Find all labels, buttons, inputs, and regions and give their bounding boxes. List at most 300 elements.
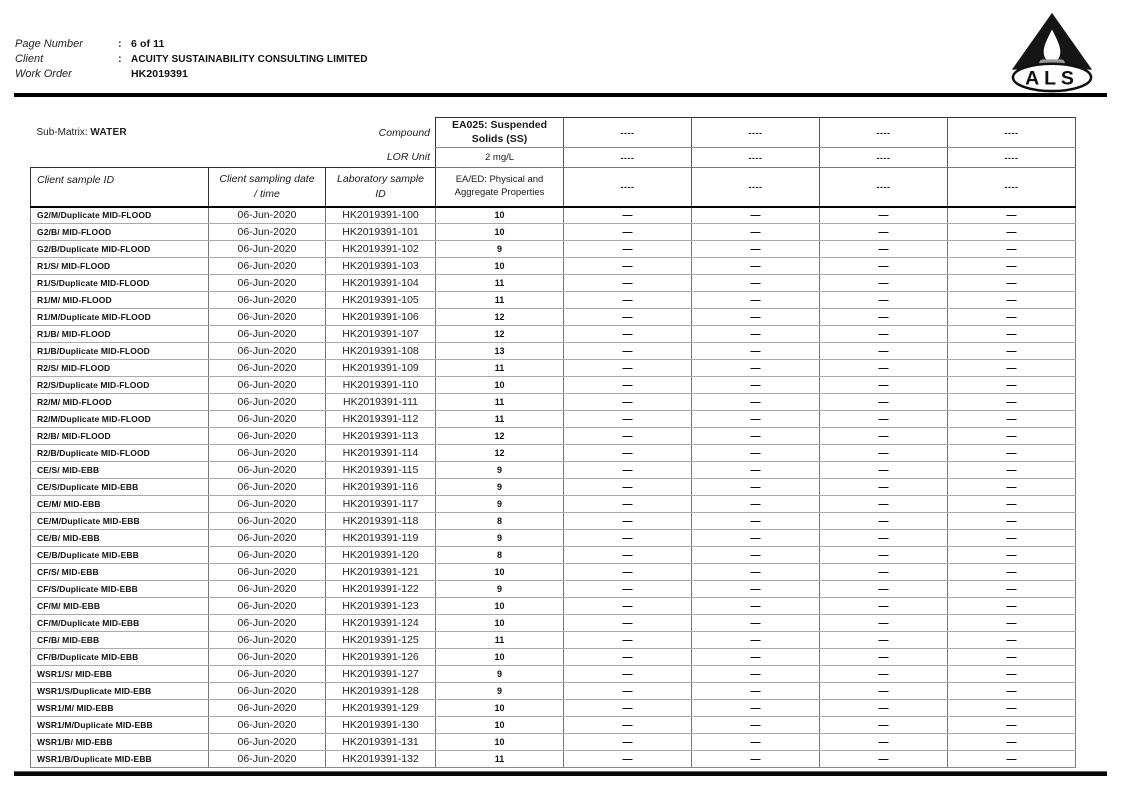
ss-value-cell: 8 <box>436 513 564 530</box>
als-logo <box>998 10 1106 94</box>
client-sample-id-cell: CE/S/Duplicate MID-EBB <box>31 479 209 496</box>
analyte-compound-dash: ---- <box>692 118 820 148</box>
empty-value-cell: — <box>948 394 1076 411</box>
sampling-date-cell: 06-Jun-2020 <box>209 564 326 581</box>
empty-value-cell: — <box>692 275 820 292</box>
empty-value-cell: — <box>820 751 948 768</box>
empty-value-cell: — <box>692 462 820 479</box>
sampling-date-cell: 06-Jun-2020 <box>209 717 326 734</box>
empty-value-cell: — <box>948 343 1076 360</box>
empty-value-cell: — <box>820 734 948 751</box>
client-sample-id-cell: R2/S/Duplicate MID-FLOOD <box>31 377 209 394</box>
empty-value-cell: — <box>948 292 1076 309</box>
lab-sample-id-cell: HK2019391-111 <box>326 394 436 411</box>
lor-unit-row <box>31 148 1076 168</box>
empty-value-cell: — <box>564 479 692 496</box>
table-row <box>31 241 1076 258</box>
client-sample-id-cell: G2/M/Duplicate MID-FLOOD <box>31 207 209 224</box>
empty-value-cell: — <box>820 377 948 394</box>
lab-sample-id-cell: HK2019391-124 <box>326 615 436 632</box>
empty-value-cell: — <box>820 581 948 598</box>
client-sample-id-cell: R2/B/ MID-FLOOD <box>31 428 209 445</box>
empty-value-cell: — <box>948 411 1076 428</box>
footer-rule <box>14 771 1107 776</box>
empty-value-cell: — <box>948 377 1076 394</box>
submatrix-compound-cell <box>31 118 436 148</box>
sampling-date-cell: 06-Jun-2020 <box>209 377 326 394</box>
ss-value-cell: 11 <box>436 292 564 309</box>
lab-sample-id-cell: HK2019391-102 <box>326 241 436 258</box>
analyte-method-dash: ---- <box>948 168 1076 207</box>
client-sample-id-cell: CE/B/ MID-EBB <box>31 530 209 547</box>
sampling-date-cell: 06-Jun-2020 <box>209 530 326 547</box>
empty-value-cell: — <box>564 700 692 717</box>
analyte-lor-unit: 2 mg/L <box>436 148 564 168</box>
empty-value-cell: — <box>564 360 692 377</box>
ss-value-cell: 10 <box>436 734 564 751</box>
lab-sample-id-cell: HK2019391-121 <box>326 564 436 581</box>
sampling-date-cell: 06-Jun-2020 <box>209 581 326 598</box>
analyte-method-dash: ---- <box>564 168 692 207</box>
table-row <box>31 615 1076 632</box>
ss-value-cell: 9 <box>436 683 564 700</box>
sampling-date-cell: 06-Jun-2020 <box>209 275 326 292</box>
lab-sample-id-cell: HK2019391-105 <box>326 292 436 309</box>
empty-value-cell: — <box>564 751 692 768</box>
empty-value-cell: — <box>820 700 948 717</box>
empty-value-cell: — <box>820 530 948 547</box>
empty-value-cell: — <box>948 513 1076 530</box>
empty-value-cell: — <box>948 224 1076 241</box>
client-sample-id-title: Client sample ID <box>31 168 209 207</box>
empty-value-cell: — <box>564 547 692 564</box>
client-value: ACUITY SUSTAINABILITY CONSULTING LIMITED <box>131 54 368 65</box>
empty-value-cell: — <box>692 615 820 632</box>
empty-value-cell: — <box>692 360 820 377</box>
empty-value-cell: — <box>948 581 1076 598</box>
lab-sample-id-cell: HK2019391-119 <box>326 530 436 547</box>
results-table-wrap <box>30 117 1075 768</box>
empty-value-cell: — <box>820 241 948 258</box>
lor-unit-label-cell <box>31 148 436 168</box>
ss-value-cell: 9 <box>436 462 564 479</box>
client-sample-id-cell: CF/B/Duplicate MID-EBB <box>31 649 209 666</box>
lab-sample-id-cell: HK2019391-103 <box>326 258 436 275</box>
empty-value-cell: — <box>820 666 948 683</box>
client-sample-id-cell: R1/M/Duplicate MID-FLOOD <box>31 309 209 326</box>
empty-value-cell: — <box>692 751 820 768</box>
table-row <box>31 428 1076 445</box>
lab-sample-id-cell: HK2019391-110 <box>326 377 436 394</box>
empty-value-cell: — <box>692 258 820 275</box>
lab-sample-id-cell: HK2019391-112 <box>326 411 436 428</box>
empty-value-cell: — <box>820 292 948 309</box>
empty-value-cell: — <box>948 207 1076 224</box>
analyte-method-dash: ---- <box>692 168 820 207</box>
client-sample-id-cell: R2/B/Duplicate MID-FLOOD <box>31 445 209 462</box>
empty-value-cell: — <box>820 479 948 496</box>
empty-value-cell: — <box>820 224 948 241</box>
ss-value-cell: 12 <box>436 326 564 343</box>
analyte-compound-dash: ---- <box>820 118 948 148</box>
lab-sample-id-cell: HK2019391-115 <box>326 462 436 479</box>
client-sample-id-cell: R2/S/ MID-FLOOD <box>31 360 209 377</box>
analyte-lor-dash: ---- <box>692 148 820 168</box>
empty-value-cell: — <box>692 377 820 394</box>
empty-value-cell: — <box>820 717 948 734</box>
lab-sample-id-cell: HK2019391-131 <box>326 734 436 751</box>
empty-value-cell: — <box>948 649 1076 666</box>
sampling-date-cell: 06-Jun-2020 <box>209 224 326 241</box>
client-sample-id-cell: CF/S/ MID-EBB <box>31 564 209 581</box>
ss-value-cell: 10 <box>436 224 564 241</box>
empty-value-cell: — <box>692 649 820 666</box>
table-row <box>31 462 1076 479</box>
empty-value-cell: — <box>564 377 692 394</box>
empty-value-cell: — <box>564 717 692 734</box>
client-sample-id-cell: R2/M/ MID-FLOOD <box>31 394 209 411</box>
client-sample-id-cell: WSR1/M/ MID-EBB <box>31 700 209 717</box>
empty-value-cell: — <box>948 428 1076 445</box>
table-row <box>31 292 1076 309</box>
ss-value-cell: 11 <box>436 632 564 649</box>
sampling-date-cell: 06-Jun-2020 <box>209 326 326 343</box>
empty-value-cell: — <box>692 496 820 513</box>
sub-matrix <box>37 127 127 138</box>
table-row <box>31 751 1076 768</box>
empty-value-cell: — <box>564 564 692 581</box>
empty-value-cell: — <box>948 632 1076 649</box>
empty-value-cell: — <box>692 394 820 411</box>
sampling-date-cell: 06-Jun-2020 <box>209 598 326 615</box>
empty-value-cell: — <box>692 411 820 428</box>
work-order-value: HK2019391 <box>131 68 188 80</box>
table-row <box>31 649 1076 666</box>
lab-sample-id-cell: HK2019391-123 <box>326 598 436 615</box>
table-row <box>31 581 1076 598</box>
empty-value-cell: — <box>692 445 820 462</box>
work-order-row <box>15 68 715 80</box>
sampling-date-cell: 06-Jun-2020 <box>209 428 326 445</box>
empty-value-cell: — <box>564 258 692 275</box>
sampling-date-cell: 06-Jun-2020 <box>209 632 326 649</box>
table-row <box>31 530 1076 547</box>
empty-value-cell: — <box>692 666 820 683</box>
empty-value-cell: — <box>692 207 820 224</box>
table-row <box>31 207 1076 224</box>
ss-value-cell: 10 <box>436 717 564 734</box>
empty-value-cell: — <box>948 598 1076 615</box>
results-body <box>31 207 1076 768</box>
sampling-date-cell: 06-Jun-2020 <box>209 479 326 496</box>
empty-value-cell: — <box>692 513 820 530</box>
ss-value-cell: 10 <box>436 258 564 275</box>
table-row <box>31 309 1076 326</box>
empty-value-cell: — <box>692 564 820 581</box>
empty-value-cell: — <box>948 326 1076 343</box>
client-sample-id-cell: CF/M/Duplicate MID-EBB <box>31 615 209 632</box>
empty-value-cell: — <box>948 360 1076 377</box>
table-row <box>31 224 1076 241</box>
empty-value-cell: — <box>692 343 820 360</box>
ss-value-cell: 9 <box>436 479 564 496</box>
empty-value-cell: — <box>692 734 820 751</box>
table-row <box>31 360 1076 377</box>
empty-value-cell: — <box>948 615 1076 632</box>
lab-sample-id-cell: HK2019391-104 <box>326 275 436 292</box>
ss-value-cell: 9 <box>436 241 564 258</box>
table-row <box>31 377 1076 394</box>
empty-value-cell: — <box>564 394 692 411</box>
sampling-date-cell: 06-Jun-2020 <box>209 615 326 632</box>
lab-sample-id-cell: HK2019391-132 <box>326 751 436 768</box>
sub-matrix-value: WATER <box>90 127 127 138</box>
empty-value-cell: — <box>564 496 692 513</box>
client-sample-id-cell: CE/S/ MID-EBB <box>31 462 209 479</box>
lab-sample-id-cell: HK2019391-125 <box>326 632 436 649</box>
results-table <box>30 117 1076 768</box>
analyte-lor-dash: ---- <box>820 148 948 168</box>
table-row <box>31 445 1076 462</box>
sampling-date-line2: / time <box>254 187 280 200</box>
lab-sample-id-cell: HK2019391-101 <box>326 224 436 241</box>
sampling-date-cell: 06-Jun-2020 <box>209 309 326 326</box>
empty-value-cell: — <box>564 649 692 666</box>
analyte-lor-dash: ---- <box>948 148 1076 168</box>
ss-value-cell: 13 <box>436 343 564 360</box>
empty-value-cell: — <box>820 564 948 581</box>
sampling-date-cell: 06-Jun-2020 <box>209 241 326 258</box>
empty-value-cell: — <box>948 530 1076 547</box>
empty-value-cell: — <box>820 343 948 360</box>
lab-sample-id-cell: HK2019391-126 <box>326 649 436 666</box>
lab-sample-id-cell: HK2019391-130 <box>326 717 436 734</box>
lab-sample-id-title <box>326 168 436 207</box>
empty-value-cell: — <box>692 581 820 598</box>
lab-sample-id-cell: HK2019391-118 <box>326 513 436 530</box>
empty-value-cell: — <box>820 683 948 700</box>
empty-value-cell: — <box>564 428 692 445</box>
empty-value-cell: — <box>948 275 1076 292</box>
ss-value-cell: 12 <box>436 445 564 462</box>
empty-value-cell: — <box>820 207 948 224</box>
sampling-date-line1: Client sampling date <box>219 172 315 185</box>
client-sample-id-cell: R1/B/ MID-FLOOD <box>31 326 209 343</box>
ss-value-cell: 11 <box>436 360 564 377</box>
ss-value-cell: 10 <box>436 700 564 717</box>
empty-value-cell: — <box>564 241 692 258</box>
table-row <box>31 513 1076 530</box>
empty-value-cell: — <box>564 581 692 598</box>
client-sample-id-cell: CE/M/Duplicate MID-EBB <box>31 513 209 530</box>
client-sample-id-cell: R2/M/Duplicate MID-FLOOD <box>31 411 209 428</box>
sampling-date-cell: 06-Jun-2020 <box>209 207 326 224</box>
empty-value-cell: — <box>948 241 1076 258</box>
empty-value-cell: — <box>948 666 1076 683</box>
client-sample-id-cell: CF/M/ MID-EBB <box>31 598 209 615</box>
ss-value-cell: 9 <box>436 530 564 547</box>
sampling-date-cell: 06-Jun-2020 <box>209 513 326 530</box>
header-rule <box>14 93 1107 97</box>
sampling-date-cell: 06-Jun-2020 <box>209 462 326 479</box>
ss-value-cell: 9 <box>436 581 564 598</box>
client-sample-id-cell: WSR1/B/Duplicate MID-EBB <box>31 751 209 768</box>
lab-sample-line1: Laboratory sample <box>337 172 424 185</box>
client-sample-id-cell: R1/B/Duplicate MID-FLOOD <box>31 343 209 360</box>
sampling-date-cell: 06-Jun-2020 <box>209 649 326 666</box>
compound-label: Compound <box>378 126 431 139</box>
empty-value-cell: — <box>692 530 820 547</box>
client-sample-id-cell: WSR1/B/ MID-EBB <box>31 734 209 751</box>
sampling-date-cell: 06-Jun-2020 <box>209 700 326 717</box>
table-row <box>31 717 1076 734</box>
client-sample-id-cell: G2/B/ MID-FLOOD <box>31 224 209 241</box>
empty-value-cell: — <box>692 700 820 717</box>
empty-value-cell: — <box>820 615 948 632</box>
sampling-date-cell: 06-Jun-2020 <box>209 666 326 683</box>
empty-value-cell: — <box>692 479 820 496</box>
empty-value-cell: — <box>564 326 692 343</box>
empty-value-cell: — <box>692 224 820 241</box>
empty-value-cell: — <box>820 360 948 377</box>
client-sample-id-cell: WSR1/M/Duplicate MID-EBB <box>31 717 209 734</box>
lab-sample-id-cell: HK2019391-117 <box>326 496 436 513</box>
empty-value-cell: — <box>820 496 948 513</box>
analyte-compound: EA025: Suspended Solids (SS) <box>436 118 564 148</box>
empty-value-cell: — <box>564 309 692 326</box>
table-row <box>31 564 1076 581</box>
empty-value-cell: — <box>948 734 1076 751</box>
empty-value-cell: — <box>820 275 948 292</box>
empty-value-cell: — <box>564 292 692 309</box>
sampling-date-cell: 06-Jun-2020 <box>209 343 326 360</box>
table-row <box>31 343 1076 360</box>
sub-matrix-label: Sub-Matrix: <box>36 127 88 138</box>
lab-sample-id-cell: HK2019391-107 <box>326 326 436 343</box>
ss-value-cell: 10 <box>436 207 564 224</box>
client-sample-id-cell: CF/S/Duplicate MID-EBB <box>31 581 209 598</box>
ss-value-cell: 10 <box>436 377 564 394</box>
empty-value-cell: — <box>948 479 1076 496</box>
analyte-method: EA/ED: Physical and Aggregate Properties <box>436 168 564 207</box>
empty-value-cell: — <box>820 411 948 428</box>
client-sample-id-cell: WSR1/S/ MID-EBB <box>31 666 209 683</box>
sampling-date-cell: 06-Jun-2020 <box>209 292 326 309</box>
empty-value-cell: — <box>948 564 1076 581</box>
sampling-date-title <box>209 168 326 207</box>
table-row <box>31 700 1076 717</box>
sampling-date-cell: 06-Jun-2020 <box>209 360 326 377</box>
table-row <box>31 666 1076 683</box>
empty-value-cell: — <box>692 632 820 649</box>
lab-sample-id-cell: HK2019391-100 <box>326 207 436 224</box>
empty-value-cell: — <box>948 717 1076 734</box>
empty-value-cell: — <box>820 445 948 462</box>
table-row <box>31 326 1076 343</box>
empty-value-cell: — <box>820 394 948 411</box>
ss-value-cell: 8 <box>436 547 564 564</box>
lab-sample-line2: ID <box>375 187 386 200</box>
sampling-date-cell: 06-Jun-2020 <box>209 751 326 768</box>
empty-value-cell: — <box>948 445 1076 462</box>
page-number-row <box>15 38 715 50</box>
table-row <box>31 496 1076 513</box>
analyte-compound-dash: ---- <box>948 118 1076 148</box>
empty-value-cell: — <box>564 224 692 241</box>
ss-value-cell: 10 <box>436 649 564 666</box>
client-sample-id-cell: CF/B/ MID-EBB <box>31 632 209 649</box>
lab-sample-id-cell: HK2019391-127 <box>326 666 436 683</box>
client-row <box>15 53 715 65</box>
client-sample-id-cell: G2/B/Duplicate MID-FLOOD <box>31 241 209 258</box>
lor-unit-label: LOR Unit <box>386 151 431 164</box>
sampling-date-cell: 06-Jun-2020 <box>209 496 326 513</box>
lab-sample-id-cell: HK2019391-106 <box>326 309 436 326</box>
table-row <box>31 479 1076 496</box>
ss-value-cell: 11 <box>436 275 564 292</box>
empty-value-cell: — <box>564 734 692 751</box>
lab-sample-id-cell: HK2019391-114 <box>326 445 436 462</box>
empty-value-cell: — <box>820 632 948 649</box>
lab-sample-id-cell: HK2019391-113 <box>326 428 436 445</box>
client-sample-id-cell: R1/S/ MID-FLOOD <box>31 258 209 275</box>
empty-value-cell: — <box>564 462 692 479</box>
lab-sample-id-cell: HK2019391-108 <box>326 343 436 360</box>
empty-value-cell: — <box>564 513 692 530</box>
client-sample-id-cell: CE/M/ MID-EBB <box>31 496 209 513</box>
empty-value-cell: — <box>948 462 1076 479</box>
empty-value-cell: — <box>948 309 1076 326</box>
table-row <box>31 258 1076 275</box>
empty-value-cell: — <box>820 598 948 615</box>
client-label: Client <box>15 53 44 65</box>
empty-value-cell: — <box>564 275 692 292</box>
analyte-compound-dash: ---- <box>564 118 692 148</box>
empty-value-cell: — <box>820 547 948 564</box>
table-row <box>31 411 1076 428</box>
empty-value-cell: — <box>820 428 948 445</box>
sampling-date-cell: 06-Jun-2020 <box>209 411 326 428</box>
client-sample-id-cell: WSR1/S/Duplicate MID-EBB <box>31 683 209 700</box>
client-sample-id-cell: R1/S/Duplicate MID-FLOOD <box>31 275 209 292</box>
empty-value-cell: — <box>564 207 692 224</box>
empty-value-cell: — <box>564 615 692 632</box>
empty-value-cell: — <box>564 343 692 360</box>
column-titles-row <box>31 168 1076 207</box>
empty-value-cell: — <box>692 598 820 615</box>
table-row <box>31 394 1076 411</box>
client-sample-id-cell: R1/M/ MID-FLOOD <box>31 292 209 309</box>
analyte-lor-dash: ---- <box>564 148 692 168</box>
page-number-value: 6 of 11 <box>131 38 165 50</box>
colon: : <box>118 38 122 50</box>
empty-value-cell: — <box>692 547 820 564</box>
lab-sample-id-cell: HK2019391-120 <box>326 547 436 564</box>
empty-value-cell: — <box>692 683 820 700</box>
compound-header-row <box>31 118 1076 148</box>
empty-value-cell: — <box>820 258 948 275</box>
empty-value-cell: — <box>564 411 692 428</box>
table-row <box>31 683 1076 700</box>
ss-value-cell: 9 <box>436 496 564 513</box>
ss-value-cell: 10 <box>436 615 564 632</box>
empty-value-cell: — <box>692 428 820 445</box>
empty-value-cell: — <box>820 309 948 326</box>
table-row <box>31 547 1076 564</box>
lab-sample-id-cell: HK2019391-116 <box>326 479 436 496</box>
empty-value-cell: — <box>692 241 820 258</box>
lab-sample-id-cell: HK2019391-128 <box>326 683 436 700</box>
